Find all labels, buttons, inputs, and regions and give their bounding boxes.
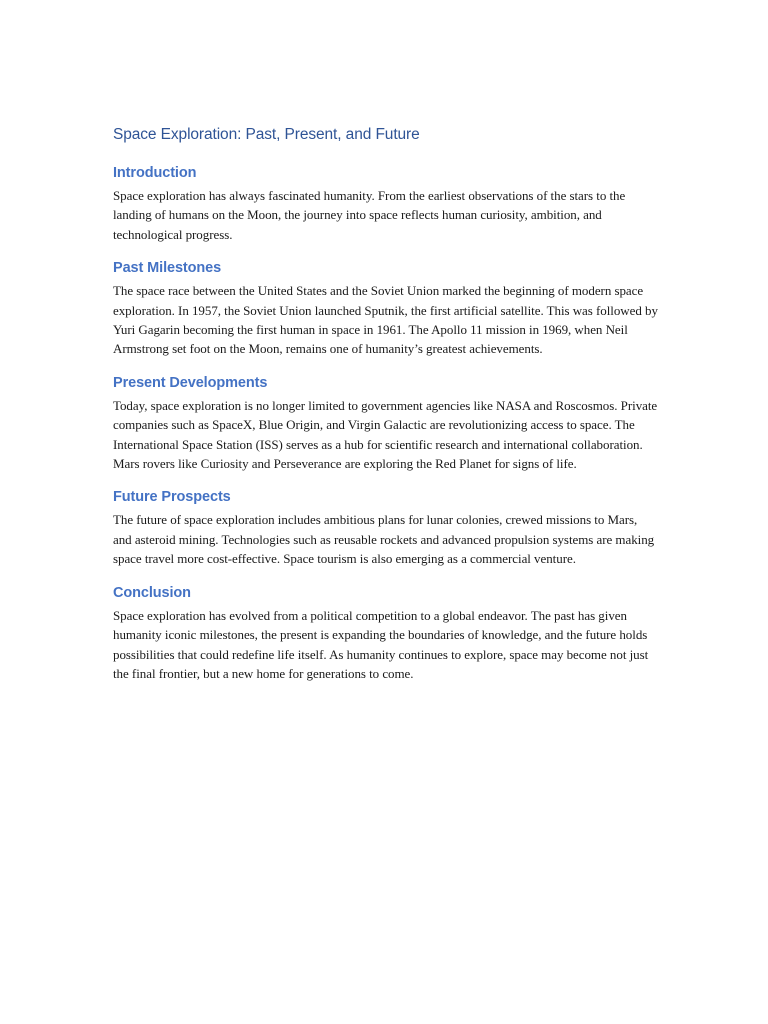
document-page — [113, 124, 658, 697]
section-body-future-prospects: The future of space exploration includes ambitious plans for lunar colonies, crewed missions to Mars, and asteroid mining. Technologies such as reusable rockets and advanced propulsion systems are making space travel more cost-effective. Space tourism is also emerging as a commercial venture. — [113, 512, 655, 567]
section-conclusion — [113, 583, 658, 684]
section-present-developments — [113, 373, 658, 474]
section-introduction — [113, 163, 658, 244]
document-title: Space Exploration: Past, Present, and Future — [113, 126, 420, 143]
section-future-prospects — [113, 487, 658, 568]
section-heading-introduction: Introduction — [113, 165, 197, 181]
section-body-conclusion: Space exploration has evolved from a political competition to a global endeavor. The past has given humanity iconic milestones, the present is expanding the boundaries of knowledge, and the future holds possibilities that could redefine life itself. As humanity continues to explore, space may become not just the final frontier, but a new home for generations to come. — [113, 607, 649, 681]
section-heading-future-prospects: Future Prospects — [113, 489, 231, 506]
section-past-milestones — [113, 258, 658, 359]
section-body-past-milestones: The space race between the United States and the Soviet Union marked the beginning of modern space exploration. In 1957, the Soviet Union launched Sputnik, the first artificial satellite. This was followed by Yuri Gagarin becoming the first human in space in 1961. The Apollo 11 mission in 1969, when Neil Armstrong set foot on the Moon, remains one of humanity’s greatest achievements. — [113, 283, 658, 357]
section-heading-present-developments: Present Developments — [113, 374, 268, 391]
section-body-introduction: Space exploration has always fascinated humanity. From the earliest observations of the stars to the landing of humans on the Moon, the journey into space reflects human curiosity, ambition, and technological progress. — [113, 188, 626, 242]
section-body-present-developments: Today, space exploration is no longer limited to government agencies like NASA and Roscosmos. Private companies such as SpaceX, Blue Origin, and Virgin Galactic are revolutionizing access to space. The International Space Station (ISS) serves as a hub for scientific research and international collaboration. Mars rovers like Curiosity and Perseverance are exploring the Red Planet for signs of life. — [113, 397, 658, 472]
section-heading-conclusion: Conclusion — [113, 584, 191, 601]
section-heading-past-milestones: Past Milestones — [113, 260, 222, 277]
